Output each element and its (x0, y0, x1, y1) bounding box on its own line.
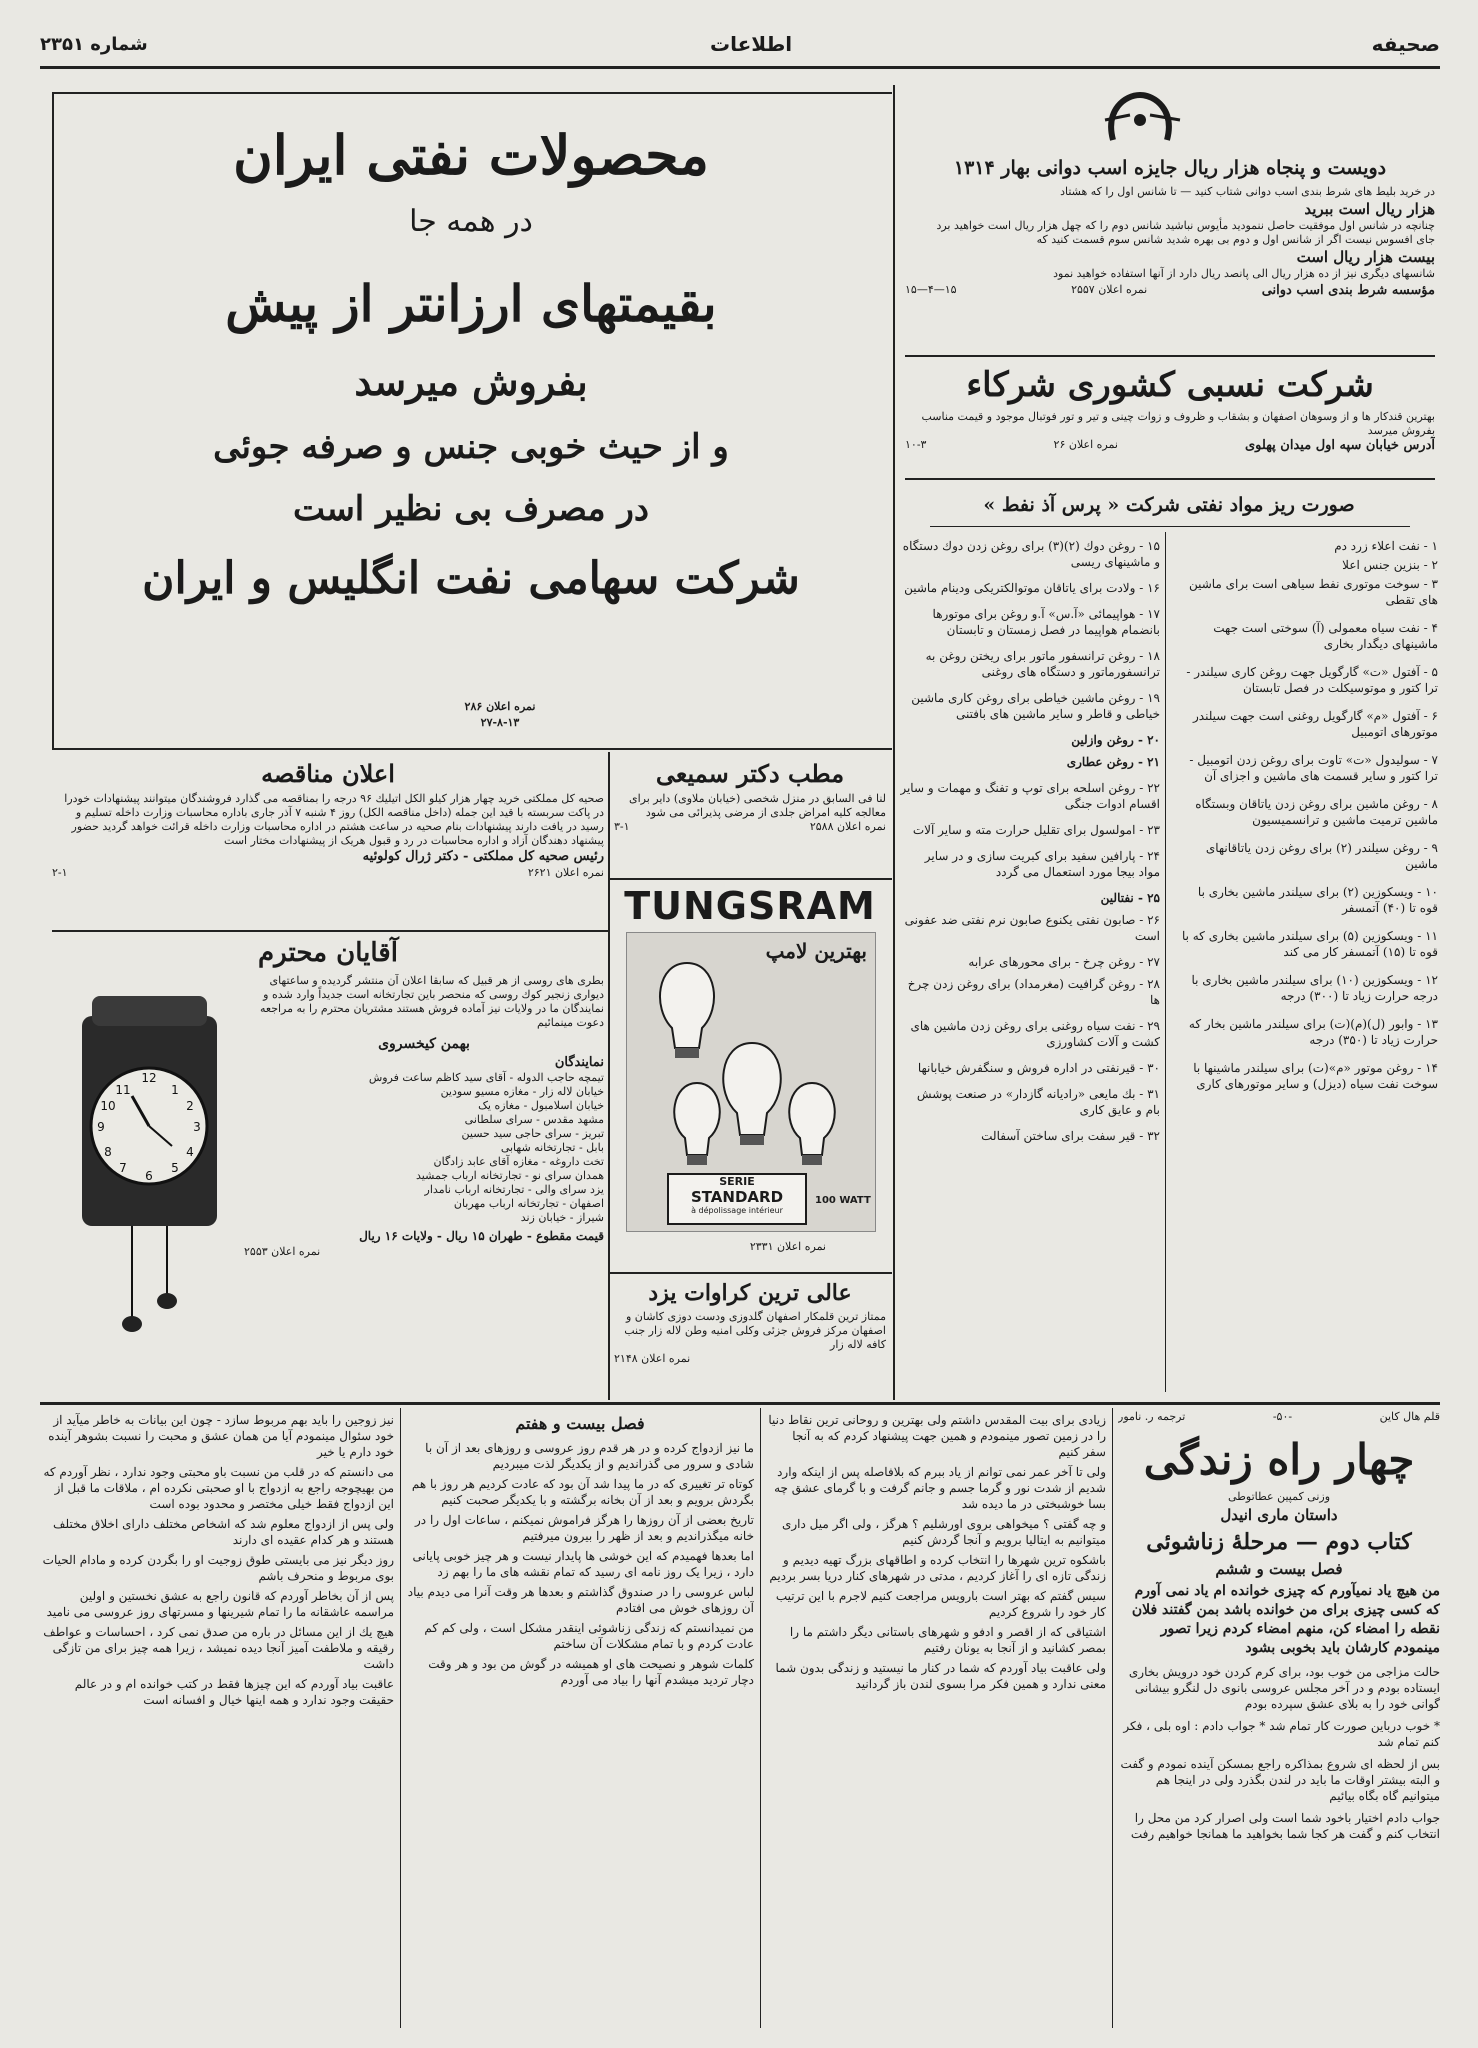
price-list-title: صورت ریز مواد نفتی شرکت « پرس آذ نفط » (983, 494, 1355, 516)
story-column-1 (766, 1412, 1106, 2028)
ties-text: ممتاز ترین قلمکار اصفهان گلدوزی ودست دوزی کاشان و اصفهان مرکز فروش جزئی وکلی امنیه وطن لاله زار جنب کافه لاله زار (624, 1310, 886, 1351)
price-item: ۳۲ - قیر سفت برای ساختن آسفالت (981, 1129, 1160, 1143)
price-item: ۱۸ - روغن ترانسفور ماتور برای ریختن روغن به ترانسفورماتور و دستگاه های روغنی (925, 649, 1160, 679)
svg-text:1: 1 (171, 1083, 179, 1097)
story-column-3 (40, 1412, 394, 2028)
price-item: ۶ - آفتول «م» گارگویل روغنی است جهت سیلندر موتورهای اتومبیل (1192, 709, 1438, 739)
story-paragraph: ما نیز ازدواج کرده و در هر قدم روز عروسی و روزهای بعد از آن با شادی و سرور می گذراندیم و از یکدیگر لذت میبردیم (425, 1441, 754, 1471)
story-paragraph: هیچ یك از این مسائل در باره من صدق نمی کرد ، احساسات و عواطف رقیقه و ملاطفت آمیز آنجا دیده نمیشد ، زیرا همه چیز برای من تازگی داشت (43, 1625, 394, 1671)
clocks-agent: خیابان اسلامبول - مغازه یک (478, 1099, 604, 1112)
clocks-agent: تخت داروغه - مغازه آقای عابد زادگان (433, 1155, 604, 1168)
ad-lottery (905, 155, 1435, 350)
ad-clocks (52, 936, 604, 1398)
clocks-title: آقایان محترم (258, 938, 398, 968)
clocks-agent: همدان سرای نو - تجارتخانه ارباب جمشید (416, 1169, 604, 1182)
paper-name: اطلاعات (710, 32, 793, 56)
kishvari-title: شرکت نسبی کشوری شرکاء (966, 365, 1374, 405)
serial-subtitle-1: وزنی کمپین عطاتوطی (1227, 1490, 1331, 1503)
price-list (900, 490, 1438, 1400)
story-paragraph: می دانستم که در قلب من نسبت باو محبتی وجود ندارد ، نظر آوردم که من بهیچوجه راجع به ازدواج با او صحبتی نکرده ام ، ملاقات ما قبل از این ازدواج فقط خیلی مختصر و محدود بوده است (43, 1465, 394, 1511)
serial-para: * خوب درباین صورت کار تمام شد * جواب دادم : اوه بلی ، فکر کنم تمام شد (1123, 1719, 1440, 1749)
oil-line-unique: در مصرف بی نظیر است (292, 489, 650, 529)
svg-text:3: 3 (193, 1120, 201, 1134)
story-paragraph: کوتاه تر تغییری که در ما پیدا شد آن بود که عادت کردیم هر روز با هم بگردش برویم و بعد از آن بخانه برگشته و با یکدیگر صحبت کنیم (411, 1477, 754, 1507)
story-column-2 (406, 1412, 754, 2028)
clocks-agent: یزد سرای والی - تجارتخانه ارباب نامدار (424, 1183, 604, 1196)
svg-text:5: 5 (171, 1161, 179, 1175)
story-paragraph: من نمیدانستم که زندگی زناشوئی اینقدر مشکل است ، ولی کم کم عادت کردم و با تمام مشکلات آن ساختم (424, 1621, 754, 1651)
serial-number: -۵۰- (1272, 1410, 1293, 1423)
svg-text:12: 12 (141, 1071, 157, 1085)
serial-para: بس از لحظه ای شروع بمذاکره راجع بمسکن آینده نمودم و گفت و البته بیشتر اوقات ما باید در لندن بگذرد ولی در اینجا هم میتوانیم گاه بگاه بیائیم (1120, 1757, 1440, 1803)
price-item: ۹ - روغن سیلندر (۲) برای روغن زدن یاتاقانهای ماشین (1205, 841, 1438, 871)
price-item: ۴ - نفت سیاه معمولی (آ) سوختی است جهت ماشینهای دیگدار بخاری (1213, 621, 1438, 651)
horseshoe-emblem (1095, 90, 1185, 150)
price-item: ۱۲ - ویسکوزین (۱۰) برای سیلندر ماشین بخاری با درجه حرارت زیاد تا (۳۰۰) درجه (1191, 973, 1438, 1003)
kishvari-address: آدرس خیابان سپه اول میدان پهلوی (1244, 438, 1435, 453)
story-paragraph: زیادی برای بیت المقدس داشتم ولی بهترین و روحانی ترین نقاط دنیا را در زمین تصور مینمودم و همین جهت پیشنهاد کردم که به آنجا سفر کنیم (768, 1413, 1106, 1459)
story-paragraph: سیس گفتم که بهتر است بارویس مراجعت کنیم لاجرم با این ترتیب کار خود را شروع کردیم (775, 1589, 1106, 1619)
price-item: ۵ - آفتول «ت» گارگویل جهت روغن کاری سیلندر - ترا کتور و موتوسیکلت در فصل تابستان (1186, 665, 1438, 695)
oil-line-everywhere: در همه جا (409, 204, 533, 239)
story-paragraph: باشکوه ترین شهرها را انتخاب کرده و اطاقهای بزرگ تهیه دیدیم و زندگی تازه ای را آغاز کردیم ، مدتی در شهرهای کنار دریا بسر بردیم (769, 1553, 1106, 1583)
wall-clock-icon (62, 976, 232, 1336)
price-item: ۸ - روغن ماشین برای روغن زدن یاتاقان وبستگاه ماشین ترمیت ماشین و ترانسمیسیون (1195, 797, 1438, 827)
price-item: ۱ - نفت اعلاء زرد دم (1334, 539, 1438, 553)
clocks-agent: خیابان لاله زار - مغازه مسیو سودین (440, 1085, 604, 1098)
clocks-agent: شیراز - خیابان زند (520, 1211, 604, 1224)
ties-notice-no: نمره اعلان ۲۱۴۸ (614, 1352, 691, 1365)
story-chapter-heading: فصل بیست و هفتم (515, 1414, 645, 1433)
oil-notice-no: نمره اعلان ۲۸۶ (464, 700, 536, 713)
clocks-agents-title: نمایندگان (554, 1055, 604, 1070)
tender-title: اعلان مناقصه (261, 759, 395, 788)
story-paragraph: نیز زوجین را باید بهم مربوط سازد - چون این بیانات به خاطر میآید از خود سئوال مینمودم آیا من همان عشق و محبت را نسبت بشوهر آینده خود دارم یا خیر (48, 1413, 394, 1459)
story-paragraph: اشتیاقی که از اقصر و ادفو و شهرهای باستانی دیگر داشتم ما را بمصر کشانید و از آنجا به یونان رفتیم (789, 1625, 1106, 1655)
serial-para: جواب دادم اختیار باخود شما است ولی اصرار کرد من محل را انتخاب کنم و گفت هر کجا شما بخواهید ما همانجا خواهیم رفت (1130, 1811, 1440, 1841)
lottery-line-3: چنانچه در شانس اول موفقیت حاصل ننمودید مأیوس نباشید شانس دوم را که چهل هزار ریال است خواهید برد (936, 219, 1435, 232)
page-label: صحیفه (1371, 32, 1440, 56)
oil-line-cheaper: بقیمتهای ارزانتر از پیش (225, 274, 717, 333)
clocks-agent: اصفهان - تجارتخانه ارباب مهربان (453, 1197, 604, 1210)
ad-kishvari (905, 362, 1435, 474)
svg-text:6: 6 (145, 1169, 153, 1183)
price-item: ۱۶ - ولادت برای یاتاقان موتوالکتریکی ودینام ماشین (904, 581, 1160, 595)
price-item: ۲۱ - روغن عطاری (1066, 755, 1160, 769)
story-paragraph: ولی پس از ازدواج معلوم شد که اشخاص مختلف دارای اخلاق مختلف هستند و هر کدام عقیده ای دارند (53, 1517, 394, 1547)
serial-chapter: فصل بیست و ششم (1215, 1560, 1343, 1578)
price-item: ۱۴ - روغن موتور «م»(ت) برای سیلندر ماشینها با سوخت نفت سیاه (دیزل) و سایر موتورهای کاری (1193, 1061, 1438, 1091)
issue-number: شماره ۲۳۵۱ (40, 34, 148, 55)
price-item: ۲ - بنزین جنس اعلا (1342, 558, 1438, 572)
ad-doctor (614, 758, 886, 876)
clocks-body (244, 974, 604, 1394)
tungsram-brand: TUNGSRAM (624, 884, 876, 928)
tungsram-subtitle: à dépolissage intérieur (691, 1206, 783, 1215)
serial-column (1118, 1410, 1440, 2030)
clocks-agent: مشهد مقدس - سرای سلطانی (464, 1113, 604, 1126)
doctor-notice-no: نمره اعلان ۲۵۸۸ (809, 820, 886, 833)
oil-line-sold: بفروش میرسد (354, 359, 588, 404)
clocks-agent: تیمچه حاجب الدوله - آقای سید کاظم ساعت فروش (368, 1071, 604, 1084)
svg-text:7: 7 (119, 1161, 127, 1175)
tungsram-persian-caption: بهترین لامپ (765, 939, 867, 963)
oil-title: محصولات نفتی ایران (233, 123, 709, 187)
price-item: ۲۴ - پارافین سفید برای کبریت سازی و در سایر مواد بیجا مورد استعمال می گردد (924, 849, 1160, 879)
story-paragraph: اما بعدها فهمیدم که این خوشی ها پایدار نیست و هر چیز خوبی پایانی دارد ، زیرا یک روز نامه ای رسید که تمام نقشه های ما را بهم زد (412, 1549, 754, 1579)
masthead (40, 30, 1440, 62)
story-paragraph: کلمات شوهر و نصیحت های او همیشه در گوش من بود و هر وقت دچار تردید میشدم آنها را بیاد می آوردم (428, 1657, 754, 1687)
lottery-date: ۱۵—۴—۱۵ (905, 283, 957, 296)
ad-tungsram (614, 884, 886, 1270)
svg-text:9: 9 (97, 1120, 105, 1134)
story-paragraph: ولی تا آخر عمر نمی توانم از یاد ببرم که بلافاصله پس از اینکه وارد شدیم از شدت نور و گرما جسم و جانم گرفت و با گرمای عشق چه بسا خوشبختی در ما دیده شد (774, 1465, 1106, 1511)
price-list-col-right (1178, 538, 1438, 1398)
tungsram-serie-box (667, 1173, 807, 1225)
tungsram-notice-no: نمره اعلان ۲۳۳۱ (749, 1240, 826, 1253)
price-item: ۱۳ - وابور (ل)(م)(ت) برای سیلندر ماشین بخار که حرارت زیاد تا (۳۵۰) درجه (1188, 1017, 1438, 1047)
price-item: ۳۱ - بك مایعی «رادیانه گازدار» در صنعت پوشش بام و عایق کاری (916, 1087, 1160, 1117)
tender-date: ۲-۱ (52, 866, 68, 879)
kishvari-notice-no: نمره اعلان ۲۶ (1053, 438, 1118, 451)
ad-tender (52, 758, 604, 928)
price-item: ۳ - سوخت موتوری نفط سیاهی است برای ماشین های تقطی (1188, 577, 1438, 607)
lottery-line-4: جای افسوس نیست اگر از شانس اول و دوم بی بهره شدید شانس سوم قسمت کنید که (1036, 233, 1435, 246)
price-item: ۱۰ - ویسکوزین (۲) برای سیلندر ماشین بخاری با قوه تا (۴۰) آتمسفر (1197, 885, 1438, 915)
oil-company: شرکت سهامی نفت انگلیس و ایران (142, 553, 800, 604)
ad-oil-products (60, 110, 882, 740)
story-paragraph: تاریخ بعضی از آن روزها را هرگز فراموش نمیکنم ، ساعات اول را در خانه میگذراندیم و بعد از ظهر را بیرون میرفتیم (415, 1513, 754, 1543)
svg-text:11: 11 (115, 1083, 131, 1097)
kishvari-date: ۱۰-۳ (905, 438, 927, 451)
price-item: ۱۱ - ویسکوزین (۵) برای سیلندر ماشین بخاری که با قوه تا (۱۵) آتمسفر کار می کند (1181, 929, 1438, 959)
price-item: ۷ - سولیدول «ت» تاوت برای روغن زدن اتومبیل - ترا کتور و سایر قسمت های ماشین و اجزای آن (1189, 753, 1438, 783)
tungsram-illustration (626, 932, 876, 1232)
price-item: ۲۳ - امولسول برای تقلیل حرارت مته و سایر آلات (912, 823, 1160, 837)
doctor-date: ۳-۱ (614, 820, 630, 833)
price-item: ۲۵ - نفتالین (1100, 891, 1160, 905)
serial-para: حالت مزاجی من خوب بود، برای کرم کردن خود درویش بخاری ایستاده بودم و در آخر مجلس عروسی بانوی دل لنگرو بیشانی گوانی خود را به بلای عشق سپرده بودم (1128, 1665, 1440, 1711)
clocks-text: بطری های روسی از هر قبیل که سابقا اعلان آن منتشر گردیده و ساعتهای دیواری زنجیر کوك روسی که منحصر باین تجارتخانه است جدیداً وارد شده و نمایندگان ما در ولایات نیز آماده فروش هستند مشتریان محترم را به مراجعه دعوت مینمائیم (260, 974, 604, 1029)
serial-book: کتاب دوم — مرحلهٔ زناشوئی (1146, 1529, 1412, 1555)
price-item: ۲۷ - روغن چرخ - برای محورهای عرابه (968, 955, 1160, 969)
price-item: ۲۰ - روغن وازلین (1071, 733, 1160, 747)
tungsram-watt: 100 WATT (815, 1195, 871, 1206)
clocks-agent: تبریز - سرای حاجی سید حسین (461, 1127, 604, 1140)
tungsram-serie: SERIE (719, 1175, 755, 1188)
svg-text:10: 10 (100, 1099, 116, 1113)
clocks-seller: بهمن کیخسروی (378, 1036, 470, 1052)
serial-author: قلم هال کاین (1379, 1410, 1440, 1423)
story-paragraph: و چه گفتی ؟ میخواهی بروی اورشلیم ؟ هرگز ، ولی اگر میل داری میتوانیم به ایتالیا برویم و آنجا گردش کنیم (781, 1517, 1106, 1547)
price-item: ۱۷ - هواپیمائی «آ.س» آ.و روغن برای موتورها بانضمام هواپیما در فصل زمستان و تابستان (932, 607, 1160, 637)
oil-line-quality: و از حیث خوبی جنس و صرفه جوئی (213, 427, 729, 467)
oil-date: ۲۷-۸-۱۳ (480, 716, 520, 729)
tender-notice-no: نمره اعلان ۲۶۲۱ (527, 866, 604, 879)
clocks-agent: بابل - تجارتخانه شهابی (500, 1141, 604, 1154)
serial-subtitle-2: داستان ماری انیدل (1220, 1506, 1338, 1524)
price-item: ۲۹ - نفت سیاه روغنی برای روغن زدن ماشین های کشت و آلات کشاورزی (910, 1019, 1160, 1049)
price-list-col-left (900, 538, 1160, 1398)
clocks-price: قیمت مقطوع - طهران ۱۵ ریال - ولایات ۱۶ ریال (359, 1229, 604, 1243)
lottery-sponsor: مؤسسه شرط بندی اسب دوانی (1261, 283, 1435, 298)
kishvari-text: بهترین قندکار ها و از وسوهان اصفهان و بشقاب و ظروف و زوات چینی و تیر و تور فوتبال موجود و قیمت مناسب بفروش میرسد (921, 410, 1435, 437)
ad-ties (614, 1278, 886, 1396)
ties-title: عالی ترین کراوات یزد (648, 1280, 852, 1306)
price-item: ۱۹ - روغن ماشین خیاطی برای روغن کاری ماشین خیاطی و قاطر و سایر ماشین های بافتنی (911, 691, 1160, 721)
story-paragraph: ولی عاقبت بیاد آوردم که شما در کنار ما نیستید و زندگی بدون شما معنی ندارد و همین فکر مرا بسوی لندن باز گردانید (775, 1661, 1106, 1691)
story-paragraph: پس از آن بخاطر آوردم که قانون راجع به عشق نخستین و اولین مراسمه عاشقانه ما را تمام شیرینها و مسرتهای روز عروسی می نامید (46, 1589, 394, 1619)
lottery-line-5: بیست هزار ریال است (1296, 248, 1435, 266)
story-paragraph: روز دیگر نیز می بایستی طوق زوجیت او را بگردن کرده و مادام الحیات بوی مربوط و منحرف باشم (42, 1553, 394, 1583)
tender-text: صحیه کل مملکتی خرید چهار هزار کیلو الکل اتیلیك ۹۶ درجه را بمناقصه می گذارد فروشندگان میتوانند پیشنهادات خودرا در پاکت سربسته با قید این جمله (داخل مناقصه الکل) روز ۴ شنبه ۷ آذر جاری باداره محاسبات وزارت داخله تسلیم و رسید در یافت دارند پیشنهادات بنام صحیه در ساعت هشتم در اداره محاسبات وزارت داخله قرائت خواهد گردید حضور پیشنهاد دهندگان آزاد و اداره محاسبات در رد و قبول هریک از پیشنهادات مختار است (64, 792, 604, 847)
svg-text:8: 8 (104, 1145, 112, 1159)
story-paragraph: لباس عروسی را در صندوق گذاشتم و بعدها هر وقت آنرا می دیدم بیاد آن روزهای خوش می افتادم (407, 1585, 754, 1615)
serial-intro: من هیچ یاد نمیآورم که چیزی خوانده ام یاد نمی آورم که کسی چیزی برای من خوانده باشد بمن گفتند فلان نقطه را امضاء کن، منهم امضاء کردم زیرا تصور مینمودم کارشان باید بخوبی بشود (1131, 1583, 1440, 1656)
serial-title: چهار راه زندگی (1143, 1435, 1415, 1484)
price-item: ۲۲ - روغن اسلحه برای توپ و تفنگ و مهمات و سایر اقسام ادوات جنگی (900, 781, 1160, 811)
price-item: ۱۵ - روغن دوك (۲)(۳) برای روغن زدن دوك دستگاه و ماشینهای ریسی (902, 539, 1160, 569)
lottery-title: دویست و پنجاه هزار ریال جایزه اسب دوانی بهار ۱۳۱۴ (953, 157, 1387, 179)
price-item: ۳۰ - قیرنفتی در اداره فروش و سنگفرش خیابانها (917, 1061, 1160, 1075)
doctor-title: مطب دکتر سمیعی (655, 759, 845, 788)
tender-signature: رئیس صحیه کل مملکتی - دکتر ژرال کولوئیه (362, 849, 604, 864)
story-paragraph: عاقبت بیاد آوردم که این چیزها فقط در کتب خوانده ام و در عالم حقیقت وجود ندارد و همه اینها خیال و افسانه است (74, 1677, 394, 1707)
svg-text:4: 4 (186, 1145, 194, 1159)
lottery-line-2: هزار ریال است ببرید (1304, 200, 1435, 218)
lottery-line-6: شانسهای دیگری نیز از ده هزار ریال الی پانصد ریال دارد از آنها استفاده خواهید نمود (1053, 267, 1435, 280)
doctor-text: لنا فی السابق در منزل شخصی (خیابان ملاوی) دایر برای معالجه کلیه امراض جلدی از مرضی پذیرائی می شود (628, 792, 886, 819)
tungsram-standard: STANDARD (690, 1188, 784, 1206)
clocks-notice-no: نمره اعلان ۲۵۵۳ (244, 1245, 321, 1258)
price-item: ۲۸ - روغن گرافیت (مغرمداد) برای روغن زدن چرخ ها (907, 977, 1160, 1007)
lottery-line-1: در خرید بلیط های شرط بندی اسب دوانی شتاب کنید — تا شانس اول را که هشتاد (1060, 185, 1435, 198)
serial-translator: ترجمه ر. نامور (1118, 1410, 1186, 1423)
price-item: ۲۶ - صابون نفتی یکنوع صابون نرم نفتی ضد عفونی است (904, 913, 1160, 943)
svg-text:2: 2 (186, 1099, 194, 1113)
lottery-notice-no: نمره اعلان ۲۵۵۷ (1071, 283, 1148, 296)
